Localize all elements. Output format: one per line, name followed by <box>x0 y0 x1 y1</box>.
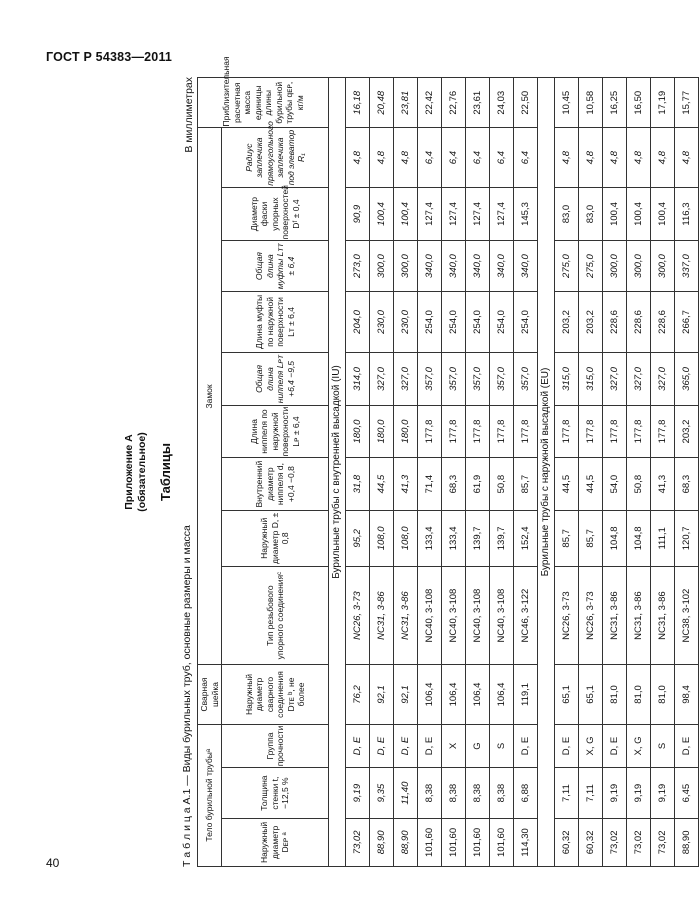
cell-chamfer: 90,9 <box>346 187 370 241</box>
cell-box-len: 254,0 <box>442 291 466 352</box>
cell-box-len: 203,2 <box>555 291 579 352</box>
cell-mass: 22,50 <box>514 78 538 129</box>
cell-pin-id: 44,5 <box>579 458 603 511</box>
cell-od: 73,02 <box>651 818 675 866</box>
cell-mass: 10,45 <box>555 78 579 129</box>
cell-mass: 16,50 <box>627 78 651 129</box>
cell-wall: 9,35 <box>370 768 394 818</box>
cell-pin-id: 41,3 <box>651 458 675 511</box>
cell-radius: 4,8 <box>346 128 370 187</box>
cell-pin-len: 180,0 <box>346 405 370 458</box>
cell-wall: 9,19 <box>603 768 627 818</box>
cell-box-total: 300,0 <box>627 241 651 291</box>
cell-box-total: 275,0 <box>555 241 579 291</box>
cell-weld: 92,1 <box>370 665 394 724</box>
cell-pin-total: 365,0 <box>675 353 699 406</box>
cell-grade: X, G <box>579 724 603 768</box>
cell-pin-len: 177,8 <box>466 405 490 458</box>
cell-wall: 11,40 <box>394 768 418 818</box>
cell-radius: 4,8 <box>627 128 651 187</box>
table-row <box>442 78 466 867</box>
cell-grade: D, E <box>418 724 442 768</box>
rotated-page-content <box>121 56 692 867</box>
cell-radius: 6,4 <box>514 128 538 187</box>
cell-wall: 9,19 <box>346 768 370 818</box>
cell-box-total: 340,0 <box>418 241 442 291</box>
cell-pin-id: 44,5 <box>370 458 394 511</box>
cell-pin-total: 327,0 <box>394 353 418 406</box>
cell-mass: 22,42 <box>418 78 442 129</box>
cell-radius: 4,8 <box>579 128 603 187</box>
cell-box-len: 230,0 <box>370 291 394 352</box>
table-row <box>603 78 627 867</box>
cell-thread: NC26, 3-73 <box>579 566 603 665</box>
header-group-weld: Сварная шейка <box>198 665 222 724</box>
cell-grade: D, E <box>675 724 699 768</box>
header-pin-length: Длина ниппеля по наружной поверхности Lᴘ ± 6,4 <box>222 405 329 458</box>
cell-weld: 92,1 <box>394 665 418 724</box>
cell-wall: 7,11 <box>555 768 579 818</box>
cell-lock-od: 108,0 <box>394 510 418 566</box>
cell-box-len: 204,0 <box>346 291 370 352</box>
cell-chamfer: 127,4 <box>466 187 490 241</box>
header-shoulder-radius: Радиус заплечика прямоугольного заплечика под элеватор R₁ <box>222 128 329 187</box>
cell-chamfer: 127,4 <box>418 187 442 241</box>
cell-chamfer: 83,0 <box>555 187 579 241</box>
cell-box-total: 340,0 <box>490 241 514 291</box>
cell-pin-id: 50,8 <box>490 458 514 511</box>
section-title: Бурильные трубы с внутренней высадкой (IU) <box>329 78 346 867</box>
cell-grade: G <box>466 724 490 768</box>
cell-od: 73,02 <box>627 818 651 866</box>
cell-pin-id: 68,3 <box>675 458 699 511</box>
cell-chamfer: 100,4 <box>603 187 627 241</box>
cell-od: 60,32 <box>579 818 603 866</box>
tables-heading: Таблицы <box>158 443 173 501</box>
cell-radius: 4,8 <box>370 128 394 187</box>
cell-box-len: 254,0 <box>514 291 538 352</box>
cell-grade: D, E <box>555 724 579 768</box>
cell-chamfer: 100,4 <box>370 187 394 241</box>
cell-pin-id: 61,9 <box>466 458 490 511</box>
cell-radius: 6,4 <box>418 128 442 187</box>
cell-chamfer: 145,3 <box>514 187 538 241</box>
cell-thread: NC40, 3-108 <box>418 566 442 665</box>
cell-weld: 106,4 <box>442 665 466 724</box>
cell-pin-len: 177,8 <box>490 405 514 458</box>
cell-thread: NC31, 3-86 <box>651 566 675 665</box>
cell-pin-len: 177,8 <box>579 405 603 458</box>
cell-wall: 6,45 <box>675 768 699 818</box>
table-row <box>490 78 514 867</box>
appendix-heading <box>123 77 149 867</box>
cell-thread: NC26, 3-73 <box>346 566 370 665</box>
appendix-title: Приложение А <box>123 434 135 510</box>
section-title: Бурильные трубы с наружной высадкой (EU) <box>538 78 555 867</box>
cell-wall: 7,11 <box>579 768 603 818</box>
cell-od: 101,60 <box>418 818 442 866</box>
cell-lock-od: 95,2 <box>346 510 370 566</box>
cell-weld: 65,1 <box>579 665 603 724</box>
cell-pin-id: 50,8 <box>627 458 651 511</box>
cell-chamfer: 127,4 <box>442 187 466 241</box>
cell-od: 73,02 <box>346 818 370 866</box>
page-number: 40 <box>46 856 60 870</box>
cell-chamfer: 100,4 <box>651 187 675 241</box>
cell-thread: NC26, 3-73 <box>555 566 579 665</box>
cell-grade: S <box>490 724 514 768</box>
cell-radius: 6,4 <box>442 128 466 187</box>
cell-od: 101,60 <box>442 818 466 866</box>
table-row <box>418 78 442 867</box>
cell-od: 88,90 <box>370 818 394 866</box>
cell-thread: NC40, 3-108 <box>490 566 514 665</box>
cell-thread: NC31, 3-86 <box>394 566 418 665</box>
appendix-subtitle: (обязательное) <box>136 432 148 512</box>
cell-box-total: 300,0 <box>651 241 675 291</box>
cell-lock-od: 108,0 <box>370 510 394 566</box>
cell-lock-od: 104,8 <box>627 510 651 566</box>
cell-grade: D, E <box>346 724 370 768</box>
cell-weld: 76,2 <box>346 665 370 724</box>
cell-mass: 23,81 <box>394 78 418 129</box>
cell-box-total: 337,0 <box>675 241 699 291</box>
cell-wall: 9,19 <box>651 768 675 818</box>
cell-weld: 81,0 <box>651 665 675 724</box>
cell-lock-od: 139,7 <box>490 510 514 566</box>
cell-pin-total: 327,0 <box>627 353 651 406</box>
cell-mass: 23,61 <box>466 78 490 129</box>
table-caption: Т а б л и ц а А.1 — Виды бурильных труб, основные размеры и масса <box>181 525 193 867</box>
cell-mass: 15,77 <box>675 78 699 129</box>
header-group-lock: Замок <box>198 128 222 665</box>
cell-pin-id: 68,3 <box>442 458 466 511</box>
cell-od: 88,90 <box>675 818 699 866</box>
cell-wall: 8,38 <box>490 768 514 818</box>
cell-grade: X, G <box>627 724 651 768</box>
cell-thread: NC46, 3-122 <box>514 566 538 665</box>
cell-od: 60,32 <box>555 818 579 866</box>
cell-weld: 81,0 <box>627 665 651 724</box>
cell-grade: D, E <box>514 724 538 768</box>
cell-pin-id: 85,7 <box>514 458 538 511</box>
cell-box-len: 254,0 <box>418 291 442 352</box>
cell-od: 88,90 <box>394 818 418 866</box>
cell-radius: 4,8 <box>555 128 579 187</box>
cell-lock-od: 104,8 <box>603 510 627 566</box>
cell-wall: 8,38 <box>418 768 442 818</box>
table-row <box>651 78 675 867</box>
header-box-length: Длина муфты по наружной поверхности Lᴛ ± 6,4 <box>222 291 329 352</box>
header-outer-diameter: Наружный диаметр Dᴇᴘ ᵃ <box>222 818 329 866</box>
cell-chamfer: 100,4 <box>394 187 418 241</box>
cell-box-len: 228,6 <box>627 291 651 352</box>
cell-chamfer: 100,4 <box>627 187 651 241</box>
header-lock-diameter: Наружный диаметр D, ± 0,8 <box>222 510 329 566</box>
cell-pin-total: 327,0 <box>370 353 394 406</box>
cell-weld: 106,4 <box>490 665 514 724</box>
cell-lock-od: 152,4 <box>514 510 538 566</box>
cell-lock-od: 85,7 <box>555 510 579 566</box>
cell-radius: 4,8 <box>675 128 699 187</box>
header-pin-total-length: Общая длина ниппеля Lᴘᴛ +6,4 −9,5 <box>222 353 329 406</box>
cell-pin-total: 315,0 <box>555 353 579 406</box>
cell-chamfer: 116,3 <box>675 187 699 241</box>
cell-radius: 4,8 <box>603 128 627 187</box>
header-weld-diameter: Наружный диаметр сварного соединения Dᴛᴇ ᵇ, не более <box>222 665 329 724</box>
cell-chamfer: 127,4 <box>490 187 514 241</box>
table-row <box>675 78 699 867</box>
header-strength-group: Группа прочности <box>222 724 329 768</box>
cell-pin-len: 177,8 <box>514 405 538 458</box>
cell-pin-len: 177,8 <box>603 405 627 458</box>
cell-box-len: 254,0 <box>466 291 490 352</box>
cell-mass: 17,19 <box>651 78 675 129</box>
cell-grade: S <box>651 724 675 768</box>
table-row <box>370 78 394 867</box>
cell-pin-len: 177,8 <box>555 405 579 458</box>
cell-pin-len: 180,0 <box>370 405 394 458</box>
cell-mass: 10,58 <box>579 78 603 129</box>
cell-box-total: 340,0 <box>442 241 466 291</box>
header-box-total-length: Общая длина муфты Lᴛᴛ ± 6,4 <box>222 241 329 291</box>
cell-weld: 106,4 <box>466 665 490 724</box>
cell-od: 101,60 <box>490 818 514 866</box>
cell-weld: 81,0 <box>603 665 627 724</box>
cell-thread: NC31, 3-86 <box>627 566 651 665</box>
table-row <box>466 78 490 867</box>
table-row <box>346 78 370 867</box>
cell-weld: 106,4 <box>418 665 442 724</box>
cell-wall: 8,38 <box>442 768 466 818</box>
cell-mass: 16,18 <box>346 78 370 129</box>
cell-pin-total: 357,0 <box>490 353 514 406</box>
cell-pin-total: 327,0 <box>603 353 627 406</box>
cell-radius: 6,4 <box>490 128 514 187</box>
cell-grade: D, E <box>394 724 418 768</box>
cell-box-total: 275,0 <box>579 241 603 291</box>
cell-lock-od: 133,4 <box>418 510 442 566</box>
cell-box-len: 228,6 <box>651 291 675 352</box>
cell-wall: 6,88 <box>514 768 538 818</box>
table-row <box>514 78 538 867</box>
cell-pin-total: 314,0 <box>346 353 370 406</box>
cell-lock-od: 133,4 <box>442 510 466 566</box>
cell-thread: NC40, 3-108 <box>442 566 466 665</box>
cell-od: 73,02 <box>603 818 627 866</box>
cell-od: 101,60 <box>466 818 490 866</box>
cell-pin-total: 357,0 <box>418 353 442 406</box>
cell-grade: X <box>442 724 466 768</box>
cell-pin-len: 177,8 <box>418 405 442 458</box>
header-mass: Приблизительная расчетная масса единицы длины бурильной трубы qᴇᴘ, кг/м <box>198 78 329 129</box>
standard-code: ГОСТ Р 54383—2011 <box>46 50 173 64</box>
cell-pin-id: 41,3 <box>394 458 418 511</box>
cell-pin-total: 315,0 <box>579 353 603 406</box>
cell-box-len: 203,2 <box>579 291 603 352</box>
cell-pin-total: 357,0 <box>442 353 466 406</box>
cell-lock-od: 120,7 <box>675 510 699 566</box>
header-group-body: Тело бурильной трубыᵃ <box>198 724 222 866</box>
cell-box-len: 266,7 <box>675 291 699 352</box>
cell-pin-len: 203,2 <box>675 405 699 458</box>
cell-pin-total: 327,0 <box>651 353 675 406</box>
table-row <box>627 78 651 867</box>
cell-lock-od: 111,1 <box>651 510 675 566</box>
cell-thread: NC31, 3-86 <box>370 566 394 665</box>
cell-lock-od: 85,7 <box>579 510 603 566</box>
cell-grade: D, E <box>370 724 394 768</box>
header-wall-thickness: Толщина стенки t, −12,5 % <box>222 768 329 818</box>
cell-pin-len: 180,0 <box>394 405 418 458</box>
cell-radius: 4,8 <box>394 128 418 187</box>
cell-weld: 98,4 <box>675 665 699 724</box>
cell-pin-id: 44,5 <box>555 458 579 511</box>
cell-radius: 6,4 <box>466 128 490 187</box>
cell-thread: NC40, 3-108 <box>466 566 490 665</box>
cell-box-total: 273,0 <box>346 241 370 291</box>
cell-radius: 4,8 <box>651 128 675 187</box>
cell-od: 114,30 <box>514 818 538 866</box>
cell-box-total: 300,0 <box>370 241 394 291</box>
cell-box-len: 230,0 <box>394 291 418 352</box>
table-row <box>394 78 418 867</box>
cell-box-total: 340,0 <box>514 241 538 291</box>
table-body <box>329 78 699 867</box>
section-header-row <box>329 78 346 867</box>
cell-pin-total: 357,0 <box>466 353 490 406</box>
cell-box-total: 300,0 <box>603 241 627 291</box>
cell-lock-od: 139,7 <box>466 510 490 566</box>
table-row <box>579 78 603 867</box>
cell-pin-id: 31,8 <box>346 458 370 511</box>
cell-pin-id: 54,0 <box>603 458 627 511</box>
header-pin-inner-diameter: Внутренний диаметр ниппеля d, +0,4 −0,8 <box>222 458 329 511</box>
cell-pin-len: 177,8 <box>651 405 675 458</box>
cell-box-total: 340,0 <box>466 241 490 291</box>
cell-grade: D, E <box>603 724 627 768</box>
cell-pin-len: 177,8 <box>627 405 651 458</box>
cell-thread: NC31, 3-86 <box>603 566 627 665</box>
drill-pipe-table <box>197 56 699 867</box>
cell-box-total: 300,0 <box>394 241 418 291</box>
cell-box-len: 254,0 <box>490 291 514 352</box>
cell-box-len: 228,6 <box>603 291 627 352</box>
cell-mass: 24,03 <box>490 78 514 129</box>
table-row <box>555 78 579 867</box>
cell-wall: 8,38 <box>466 768 490 818</box>
cell-wall: 9,19 <box>627 768 651 818</box>
cell-pin-total: 357,0 <box>514 353 538 406</box>
cell-chamfer: 83,0 <box>579 187 603 241</box>
cell-pin-len: 177,8 <box>442 405 466 458</box>
units-note: В миллиметрах <box>183 77 195 153</box>
section-header-row <box>538 78 555 867</box>
cell-mass: 20,48 <box>370 78 394 129</box>
cell-weld: 65,1 <box>555 665 579 724</box>
cell-mass: 22,76 <box>442 78 466 129</box>
cell-pin-id: 71,4 <box>418 458 442 511</box>
header-chamfer-diameter: Диаметр фаски упорных поверхностей Dᶠ ± 0,4 <box>222 187 329 241</box>
cell-thread: NC38, 3-102 <box>675 566 699 665</box>
cell-mass: 16,25 <box>603 78 627 129</box>
cell-weld: 119,1 <box>514 665 538 724</box>
header-thread-type: Тип резьбового упорного соединенияᶜ <box>222 566 329 665</box>
